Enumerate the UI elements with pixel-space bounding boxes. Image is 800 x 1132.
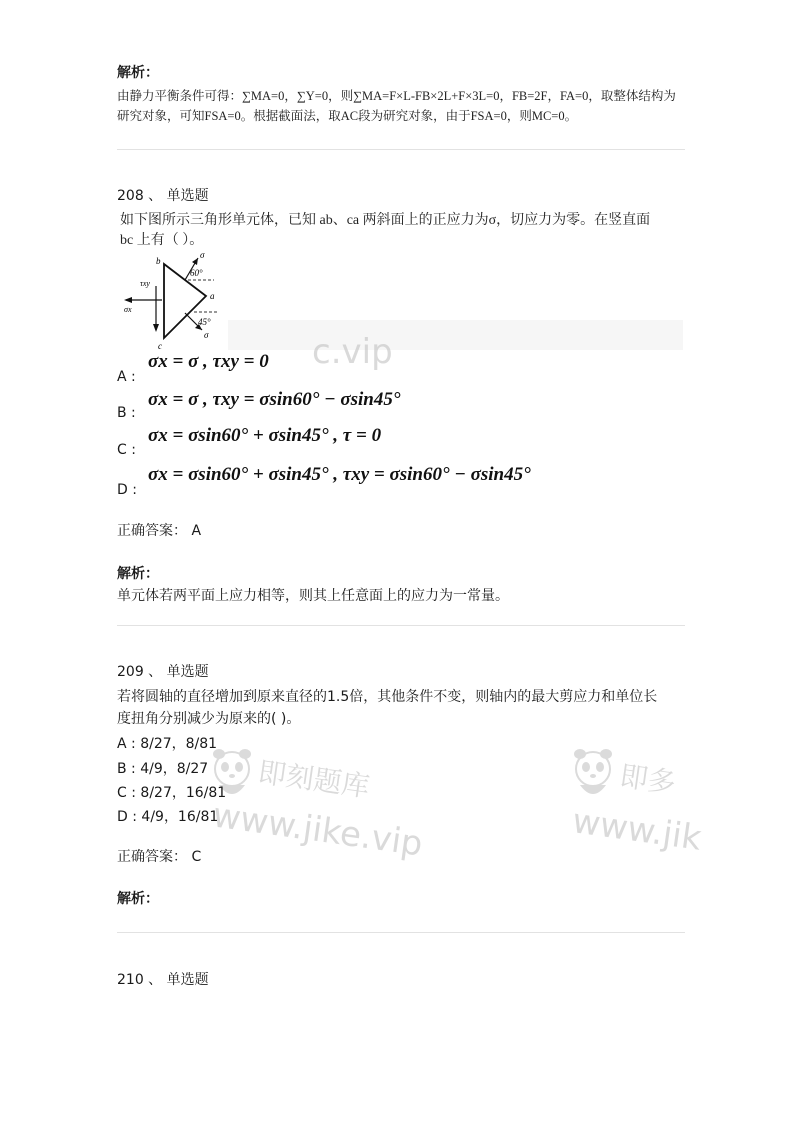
q208-analysis: 单元体若两平面上应力相等，则其上任意面上的应力为一常量。 (117, 588, 509, 604)
q208-answer-value: A (191, 523, 202, 539)
divider (117, 625, 685, 626)
stress-element-figure (118, 250, 688, 355)
q209-answer: 正确答案： C (117, 849, 202, 865)
watermark-url-fragment: c.vip (312, 332, 393, 372)
q208-option-c-formula: σx = σsin60° + σsin45° , τ = 0 (148, 425, 382, 446)
label-sigma-top: σ (200, 250, 205, 260)
divider (117, 149, 685, 150)
q209-stem-line1: 若将圆轴的直径增加到原来直径的1.5倍，其他条件不变，则轴内的最大剪应力和单位长 (117, 689, 658, 705)
label-c: c (158, 341, 162, 351)
watermark-url: www.jike.vip (210, 795, 426, 865)
label-angle-45: 45° (198, 317, 211, 327)
q210-header: 210 、 单选题 (117, 972, 209, 988)
q208-option-d-key: D : (117, 482, 137, 498)
q208-header: 208 、 单选题 (117, 188, 209, 204)
watermark-url-fragment-right: www.jik (569, 801, 704, 859)
q207-analysis-line1: 由静力平衡条件可得：∑MA=0，∑Y=0，则∑MA=F×L-FB×2L+F×3L=0，FB=2F，FA=0，取整体结构为 (117, 89, 676, 103)
q209-analysis-label: 解析： (117, 891, 159, 907)
q208-option-d-formula: σx = σsin60° + σsin45° , τxy = σsin60° − σsin45° (148, 464, 531, 485)
label-a: a (210, 291, 215, 301)
q207-analysis-line2: 研究对象，可知FSA=0。根据截面法，取AC段为研究对象，由于FSA=0，则MC=0。 (117, 109, 578, 123)
divider (117, 932, 685, 933)
q209-header: 209 、 单选题 (117, 664, 209, 680)
watermark-brand: 即刻题库 (256, 755, 372, 804)
panda-logo (568, 745, 618, 805)
q208-option-b-formula: σx = σ , τxy = σsin60° − σsin45° (148, 389, 401, 410)
q208-stem-line2: bc 上有（ ）。 (120, 233, 204, 248)
q209-stem-line2: 度扭角分别减少为原来的( )。 (117, 711, 301, 727)
q209-answer-value: C (191, 849, 202, 865)
q208-answer: 正确答案： A (117, 523, 202, 539)
q209-option-d: D : 4/9，16/81 (117, 809, 219, 825)
q208-option-a-formula: σx = σ , τxy = 0 (148, 351, 269, 372)
label-sigma-x: σx (124, 305, 132, 314)
label-b: b (156, 256, 161, 266)
label-angle-60: 60° (190, 268, 203, 278)
label-sigma-bottom: σ (204, 330, 209, 340)
q209-option-c: C : 8/27，16/81 (117, 785, 227, 801)
q208-option-a-key: A : (117, 369, 136, 385)
q207-analysis-label: 解析： (117, 65, 159, 81)
q209-option-a: A : 8/27，8/81 (117, 736, 218, 752)
q208-option-c-key: C : (117, 442, 136, 458)
q208-stem-line1: 如下图所示三角形单元体，已知 ab、ca 两斜面上的正应力为σ，切应力为零。在竖直面 (120, 213, 651, 228)
q209-option-b: B : 4/9，8/27 (117, 761, 209, 777)
watermark-brand-fragment: 即多 (617, 759, 678, 800)
label-tau-xy: τxy (140, 279, 150, 288)
q208-option-b-key: B : (117, 405, 136, 421)
q208-analysis-label: 解析： (117, 566, 159, 582)
